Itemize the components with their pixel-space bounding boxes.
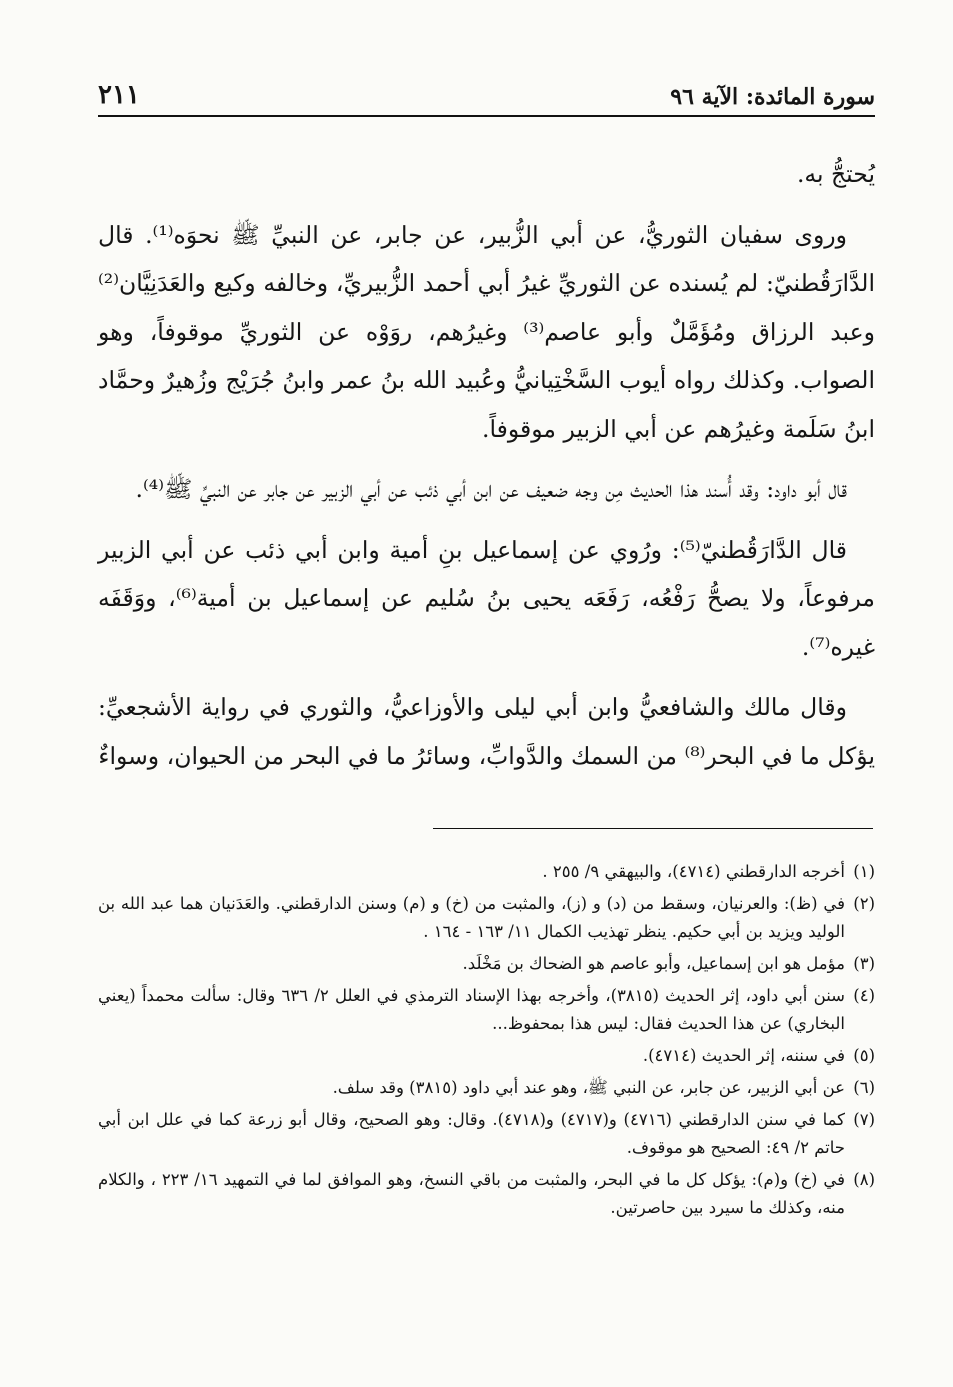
footnote-number: (٥)	[853, 1046, 875, 1065]
paragraph: يُحتجُّ به.	[796, 160, 875, 188]
chapter-title: سورة المائدة: الآية ٩٦	[670, 84, 875, 110]
footnote-text: مؤمل هو ابن إسماعيل، وأبو عاصم هو الضحاك بن مَخْلَد.	[462, 954, 845, 973]
footnote-text: عن أبي الزبير، عن جابر، عن النبي ﷺ، وهو عند أبي داود (٣٨١٥) وقد سلف.	[332, 1078, 845, 1097]
footnote	[98, 982, 875, 1038]
footnote-number: (٢)	[853, 894, 875, 913]
header-divider	[98, 115, 875, 117]
paragraph: قال الدَّارَقُطنيّ⁽⁵⁾: ورُوي عن إسماعيل بنِ أمية وابن أبي ذئب عن أبي الزبير مرفوعاً، ولا يصحُّ رَفْعُه، رَفَعَه يحيى بنُ سُليم عن إسماعيل بن أمية⁽⁶⁾، ووَقَفَه غيره⁽⁷⁾.	[98, 535, 875, 661]
footnote-text: في (خ) و(م): يؤكل كل ما في البحر، والمثبت من باقي النسخ، وهو الموافق لما في التمهيد ١٦/ ٢٢٣ ، والكلام منه، وكذلك ما سيرد بين حاصرتين.	[98, 1170, 845, 1217]
footnote-text: كما في سنن الدارقطني (٤٧١٦) و(٤٧١٧) و(٤٧١٨). وقال: وهو الصحيح، وقال أبو زرعة كما في علل ابن أبي حاتم ٢/ ٤٩: الصحيح هو موقوف.	[98, 1110, 846, 1157]
footnote	[98, 1166, 875, 1222]
main-text	[98, 150, 875, 792]
footnote-text: في سننه، إثر الحديث (٤٧١٤).	[642, 1046, 845, 1065]
paragraph: قال أبو داود: وقد أُسند هذا الحديث مِن وجه ضعيف عن ابن أبي ذئب عن أبي الزبير عن جابر عن النبيِّ ﷺ⁽⁴⁾.	[135, 475, 847, 503]
footnote	[98, 858, 875, 886]
footnote-divider	[433, 828, 873, 829]
footnote	[98, 1106, 875, 1162]
page-number: ٢١١	[98, 80, 140, 110]
footnote	[98, 1074, 875, 1102]
footnote	[98, 890, 875, 946]
footnote	[98, 950, 875, 978]
footnote-number: (٦)	[853, 1078, 875, 1097]
footnote-number: (٤)	[853, 986, 875, 1005]
paragraph: وقال مالك والشافعيُّ وابن أبي ليلى والأوزاعيُّ، والثوري في رواية الأشجعيِّ: يؤكل ما في البحر⁽⁸⁾ من السمك والدَّوابِّ، وسائرُ ما في البحر من الحيوان، وسواءٌ	[98, 693, 875, 770]
page-header	[98, 70, 875, 116]
footnote-text: أخرجه الدارقطني (٤٧١٤)، والبيهقي ٩/ ٢٥٥ .	[542, 862, 845, 881]
footnote-number: (٧)	[853, 1110, 875, 1129]
footnotes	[98, 858, 875, 1226]
footnote-number: (١)	[853, 862, 875, 881]
footnote	[98, 1042, 875, 1070]
footnote-number: (٨)	[853, 1170, 875, 1189]
paragraph: وروى سفيان الثوريُّ، عن أبي الزُّبير، عن جابر، عن النبيِّ ﷺ نحوَه⁽¹⁾. قال الدَّارَقُطنيّ: لم يُسنده عن الثوريِّ غيرُ أبي أحمد الزُّبيريِّ، وخالفه وكيع والعَدَنِيَّان⁽²⁾ وعبد الرزاق ومُؤَمَّلٌ وأبو عاصم⁽³⁾ وغيرُهم، روَوْه عن الثوريِّ موقوفاً، وهو الصواب. وكذلك رواه أيوب السَّخْتِيانيُّ وعُبيد الله بنُ عمر وابنُ جُرَيْج وزُهيرٌ وحمَّاد ابنُ سَلَمة وغيرُهم عن أبي الزبير موقوفاً.	[98, 220, 876, 443]
footnote-number: (٣)	[853, 954, 875, 973]
footnote-text: في (ظ): والعرنيان، وسقط من (د) و (ز)، والمثبت من (خ) و (م) وسنن الدارقطني. والعَدَنيان هما عبد الله بن الوليد ويزيد بن أبي حكيم. ينظر تهذيب الكمال ١١/ ١٦٣ - ١٦٤ .	[98, 894, 845, 941]
footnote-text: سنن أبي داود، إثر الحديث (٣٨١٥)، وأخرجه بهذا الإسناد الترمذي في العلل ٢/ ٦٣٦ وقال: سألت محمداً (يعني البخاري) عن هذا الحديث فقال: ليس هذا بمحفوظ...	[98, 986, 845, 1033]
